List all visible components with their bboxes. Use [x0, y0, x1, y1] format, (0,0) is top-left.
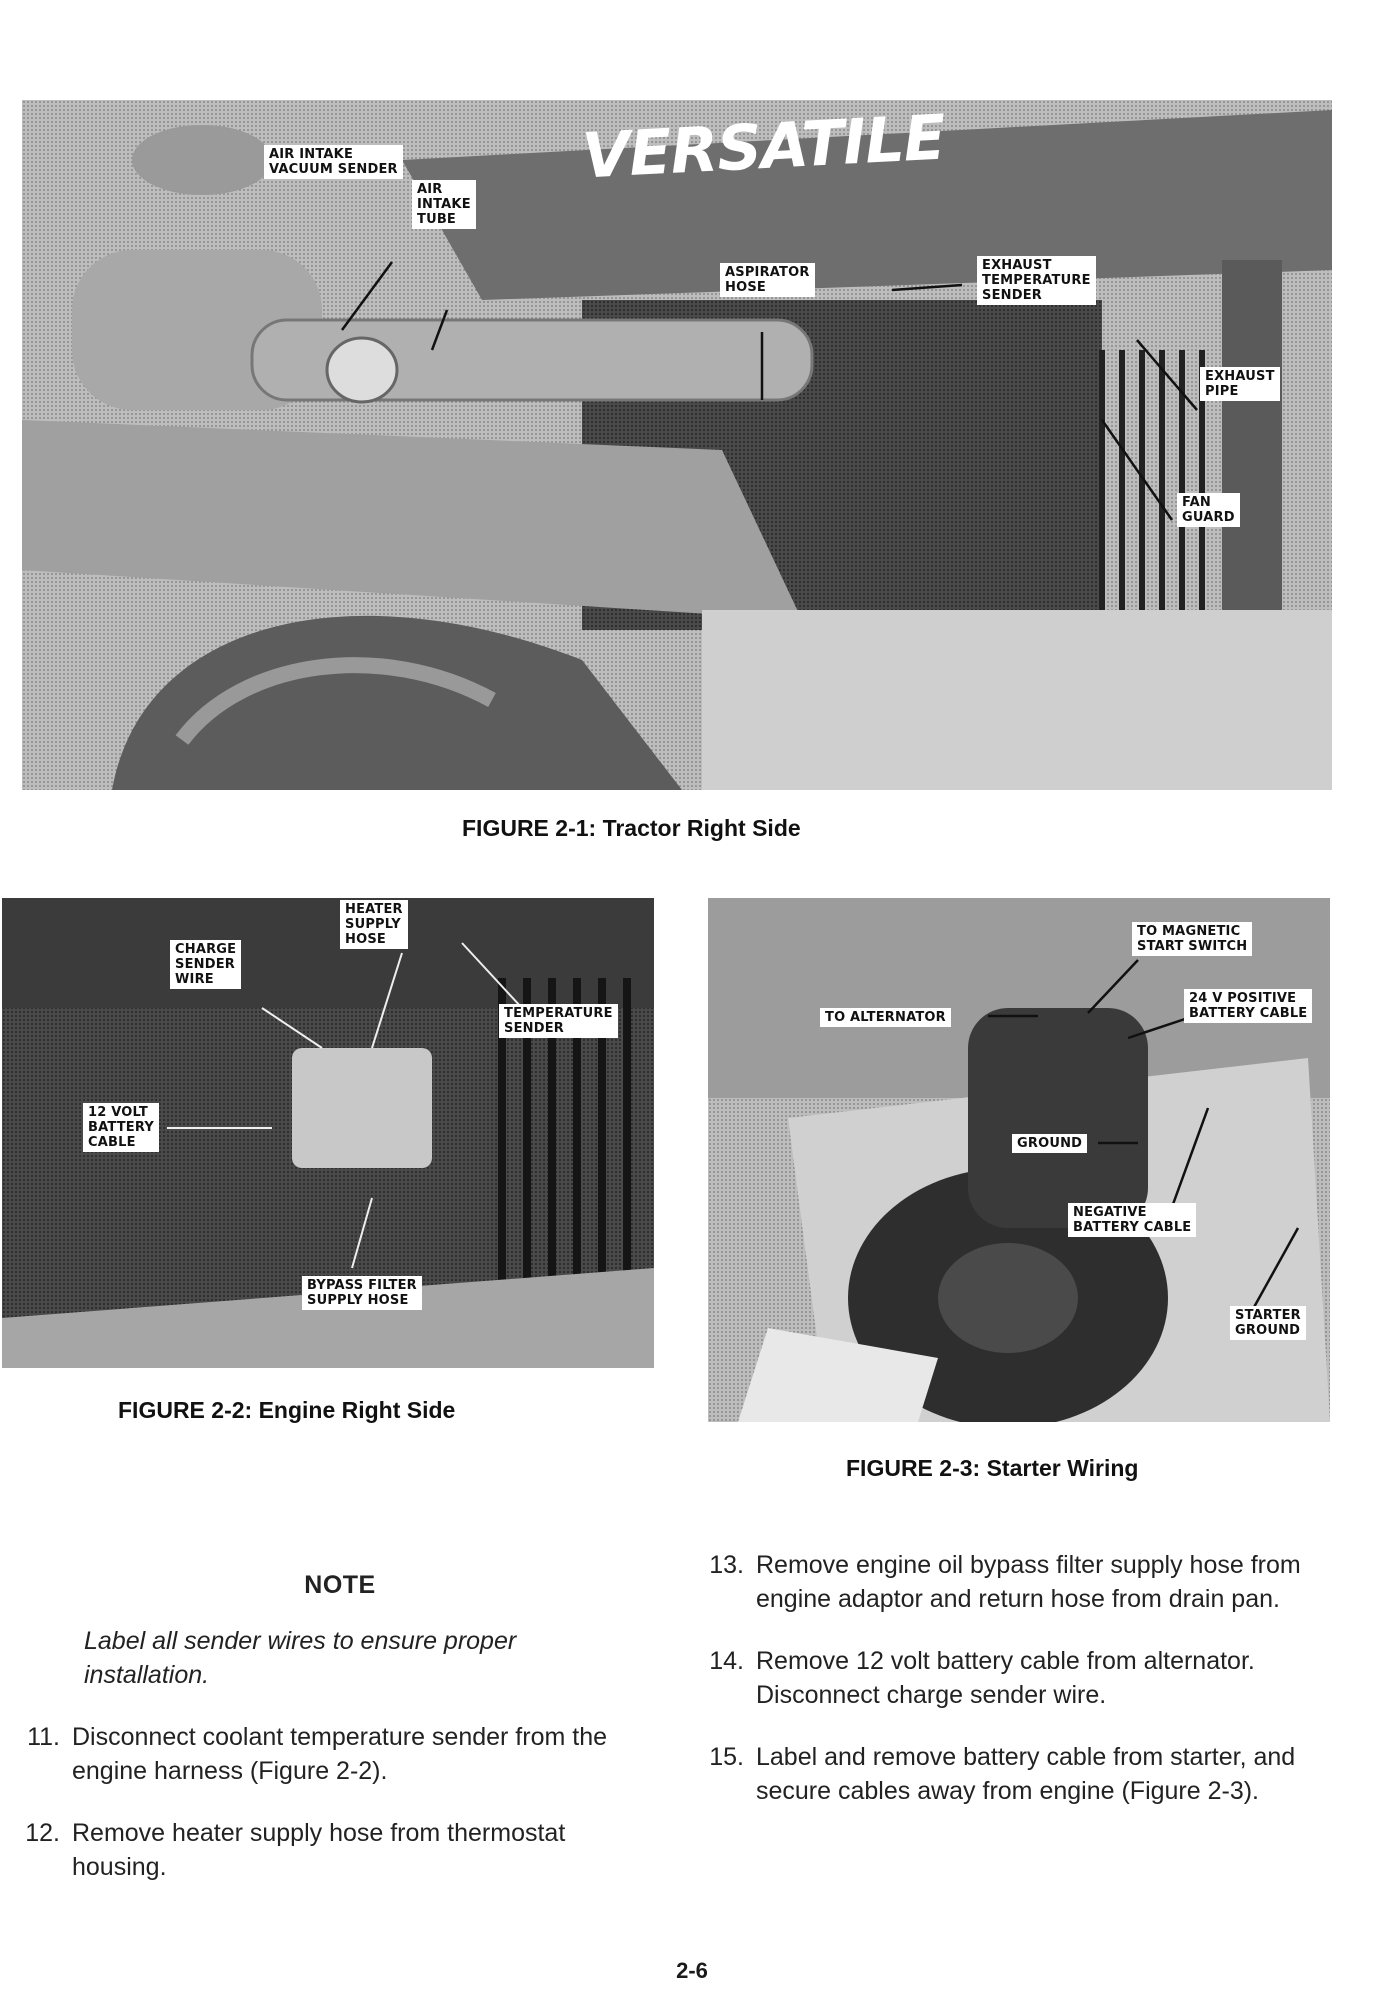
- label-to-alternator: TO ALTERNATOR: [820, 1008, 951, 1027]
- figure-2-2-caption: FIGURE 2-2: Engine Right Side: [118, 1397, 456, 1423]
- step-number: 12.: [25, 1819, 60, 1847]
- label-aspirator-hose: ASPIRATOR HOSE: [720, 263, 815, 297]
- step-number: 14.: [709, 1647, 744, 1675]
- step-15: [698, 1740, 1366, 1808]
- step-14: [698, 1644, 1366, 1712]
- label-to-magnetic-start-switch: TO MAGNETIC START SWITCH: [1132, 922, 1252, 956]
- starter-wiring-image: [708, 898, 1330, 1422]
- page-number: 2-6: [676, 1958, 708, 1983]
- step-text: Remove heater supply hose from thermostat housing.: [72, 1819, 566, 1881]
- label-fan-guard: FAN GUARD: [1177, 493, 1240, 527]
- figure-2-1-caption: FIGURE 2-1: Tractor Right Side: [462, 815, 801, 841]
- label-ground: GROUND: [1012, 1134, 1087, 1153]
- label-air-intake-tube: AIR INTAKE TUBE: [412, 180, 476, 229]
- step-11: [14, 1720, 666, 1788]
- step-text: Remove engine oil bypass filter supply hose from engine adaptor and return hose from drain pan.: [756, 1551, 1301, 1613]
- figure-2-1-photo: [22, 100, 1332, 790]
- label-exhaust-temperature-sender: EXHAUST TEMPERATURE SENDER: [977, 256, 1096, 305]
- step-number: 11.: [27, 1723, 60, 1751]
- label-exhaust-pipe: EXHAUST PIPE: [1200, 367, 1280, 401]
- label-12-volt-battery-cable: 12 VOLT BATTERY CABLE: [83, 1103, 159, 1152]
- label-charge-sender-wire: CHARGE SENDER WIRE: [170, 940, 241, 989]
- figure-2-3-caption: FIGURE 2-3: Starter Wiring: [846, 1455, 1139, 1481]
- step-number: 15.: [709, 1743, 744, 1771]
- note-title: NOTE: [304, 1571, 376, 1599]
- label-24v-positive-battery-cable: 24 V POSITIVE BATTERY CABLE: [1184, 989, 1312, 1023]
- step-text: Label and remove battery cable from starter, and secure cables away from engine (Figure 2-3).: [756, 1743, 1296, 1805]
- brand-logo: VERSATILE: [580, 100, 947, 193]
- label-air-intake-vacuum-sender: AIR INTAKE VACUUM SENDER: [264, 145, 403, 179]
- right-column: [698, 1548, 1366, 1808]
- label-bypass-filter-supply-hose: BYPASS FILTER SUPPLY HOSE: [302, 1276, 422, 1310]
- step-12: [14, 1816, 666, 1884]
- step-text: Remove 12 volt battery cable from alternator. Disconnect charge sender wire.: [756, 1647, 1255, 1709]
- label-temperature-sender: TEMPERATURE SENDER: [499, 1004, 618, 1038]
- figure-2-2-photo: [2, 898, 654, 1368]
- label-heater-supply-hose: HEATER SUPPLY HOSE: [340, 900, 408, 949]
- step-text: Disconnect coolant temperature sender from the engine harness (Figure 2-2).: [72, 1723, 607, 1785]
- tractor-right-side-image: [22, 100, 1332, 790]
- step-number: 13.: [709, 1551, 744, 1579]
- label-negative-battery-cable: NEGATIVE BATTERY CABLE: [1068, 1203, 1196, 1237]
- label-starter-ground: STARTER GROUND: [1230, 1306, 1306, 1340]
- note-body: Label all sender wires to ensure proper installation.: [84, 1627, 517, 1689]
- step-13: [698, 1548, 1366, 1616]
- figure-2-3-photo: [708, 898, 1330, 1422]
- left-column: [14, 1568, 666, 1884]
